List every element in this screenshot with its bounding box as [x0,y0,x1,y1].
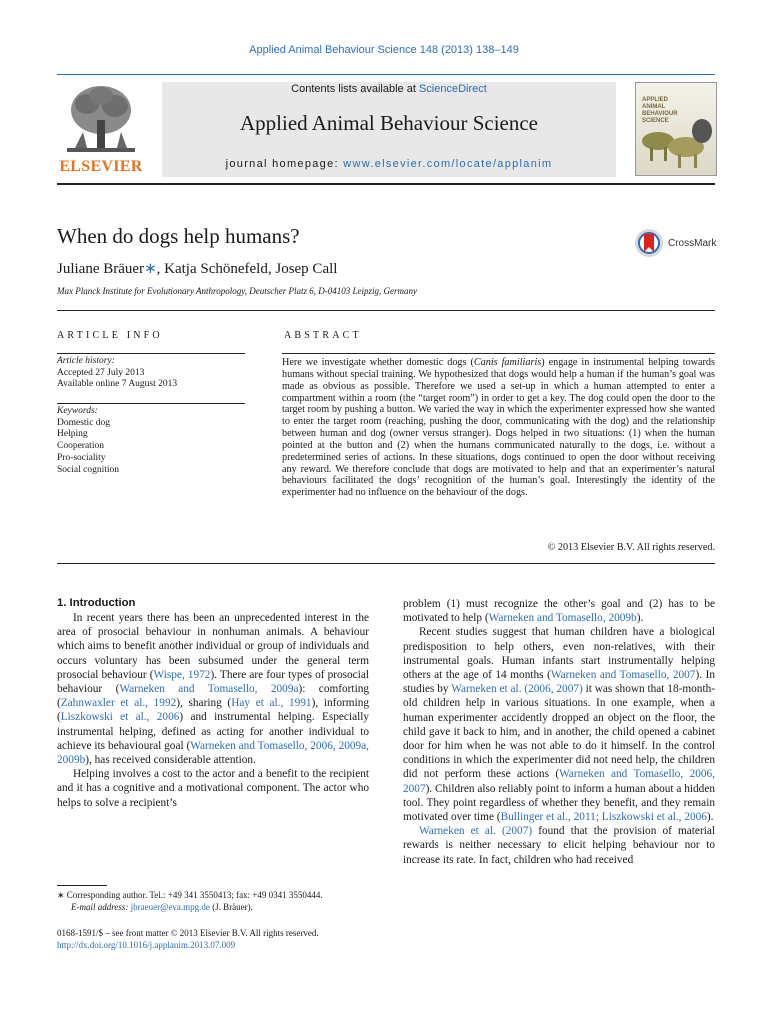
paragraph [403,824,715,867]
species-name: Canis familiaris [473,357,542,368]
left-column [57,611,369,810]
article-info-rule [57,353,245,354]
keywords-label: Keywords: [57,406,98,416]
homepage-prefix: journal homepage: [225,158,344,170]
email-link[interactable]: jbraeuer@eva.mpg.de [130,901,210,912]
issn-line: 0168-1591/$ – see front matter © 2013 Elsevier B.V. All rights reserved. [57,928,319,938]
reference-link[interactable]: Warneken and Tomasello, 2009b [488,612,637,625]
email-suffix: (J. Bräuer). [209,901,253,912]
keywords-rule [57,403,245,404]
reference-link[interactable]: Zahnwaxler et al., 1992 [60,697,177,710]
text: ) and instrumental helping. Especially instrumental helping, defined as acting for another individual to achieve its behavioural goal ( [57,711,370,752]
reference-link[interactable]: Warneken and Tomasello, 2009a [119,683,299,696]
affiliation: Max Planck Institute for Evolutionary Anthropology, Deutscher Platz 6, D-04103 Leipzig, Germany [57,286,417,296]
text: In recent years there has been an unprecedented interest in the area of prosocial behaviour in nonhuman animals. A behaviour which aims to benefit another individual or group of individuals and occurs voluntary has been subsumed under the general term prosocial behaviour ( [57,612,369,681]
paragraph [57,611,369,767]
author-names-rest: , Katja Schönefeld, Josep Call [156,261,338,277]
reference-link[interactable]: Warneken and Tomasello, 2006, 2009a, 2009b [57,739,370,767]
article-title: When do dogs help humans? [57,224,300,248]
journal-citation[interactable]: Applied Animal Behaviour Science 148 (2013) 138–149 [249,44,519,56]
journal-title: Applied Animal Behaviour Science [239,111,538,135]
abstract-text-part: Here we investigate whether domestic dogs ( [282,357,474,368]
reference-link[interactable]: Warneken and Tomasello, 2007 [550,669,696,682]
article-history [57,356,245,391]
keyword: Pro-sociality [57,452,106,463]
doi-link[interactable]: http://dx.doi.org/10.1016/j.applanim.2013.07.009 [57,939,236,950]
text: problem (1) must recognize the other’s goal and (2) has to be motivated to help ( [403,598,715,625]
article-info-heading: ARTICLE INFO [57,330,163,341]
text: it was shown that 18-month-old children help in various situations. In one example, when a human experimenter accidently dropped an object on the floor, the child gave it back to him, and in another, the child opened a cabinet door for him when he was not able to do it himself. In the control conditions in which the experimenter did not need help, the children did not perform these actions ( [403,683,715,781]
keyword: Helping [57,429,88,440]
sciencedirect-link[interactable]: ScienceDirect [418,83,487,95]
paragraph [403,625,715,824]
abstract-body [282,357,715,499]
journal-cover-thumbnail[interactable] [635,82,717,176]
text: ), sharing ( [176,697,232,710]
reference-link[interactable]: Liszkowski et al., 2006 [60,711,180,724]
copyright: © 2013 Elsevier B.V. All rights reserved. [547,542,715,553]
abstract-rule [282,353,715,354]
reference-link[interactable]: Bullinger et al., 2011; Liszkowski et al., 2006 [500,811,707,824]
text: ), has received considerable attention. [85,754,256,767]
text: ). Children also reliably point to inform a human about a hidden tool. They point regardless of whether they benefit, and they remain motivated over time ( [403,782,715,824]
abstract-text-part: ) engage in instrumental helping towards humans without special training. We hypothesized that dogs would help a human if the human’s goal was made as obvious as possible. Therefore we used a set-up in which a human attempted to enter a compartment within a room (the “target room”) in order to get a key. The dog could open the door to the target room by pushing a button. We varied the way in which the experimenter expressed how she wanted to enter the target room (reaching, pushing the door, communicating with the dog) and the relationship between human and dog (owner versus stranger). Dogs helped in two situations: (1) when the human pointed at the button and (2) when the humans communicated naturally to the dogs, i.e. without a predetermined series of actions. In these situations, dogs continued to open the door without receiving any reward. We therefore conclude that dogs are motivated to help and that an experimenter’s natural behaviours facilitated the dogs’ recognition of the human’s goal. Interestingly the identity of the experimenter had no influence on the behaviour of the dogs. [282,357,715,499]
text: found that the provision of material rewards is neither necessary to elicit helping behaviour nor to increase its rate. In fact, children who had received [403,825,715,866]
reference-link[interactable]: Warneken et al. (2007) [419,825,533,838]
corresponding-author-mark[interactable]: ∗ [144,261,157,277]
footnote-text: Corresponding author. Tel.: +49 341 3550413; fax: +49 0341 3550444. [64,890,323,900]
keyword: Domestic dog [57,417,111,428]
history-label: Article history: [57,356,115,366]
text: ). [706,811,714,824]
paragraph: Helping involves a cost to the actor and a benefit to the recipient and it has a cognitive and a motivational component. The actor who helps to solve a recipient’s [57,768,369,809]
keyword: Cooperation [57,441,104,452]
right-column [403,597,715,867]
footnote [57,890,377,913]
available-date: Available online 7 August 2013 [57,379,178,390]
body-rule [57,563,715,564]
cover-title: APPLIED ANIMAL BEHAVIOUR SCIENCE [642,97,678,124]
section-heading: 1. Introduction [57,597,136,609]
reference-link[interactable]: Hay et al., 1991 [231,697,312,710]
keyword: Social cognition [57,464,120,475]
contents-line [162,83,616,95]
author-list [57,259,337,278]
elsevier-wordmark: ELSEVIER [59,158,143,175]
header-rule [57,310,715,311]
reference-link[interactable]: Wispe, 1972 [153,668,211,681]
text: ). In studies by [403,669,716,696]
text: ). [636,612,644,625]
paragraph [403,597,715,625]
crossmark-label[interactable]: CrossMark [668,238,717,249]
reference-link[interactable]: Warneken and Tomasello, 2006, 2007 [403,768,715,795]
cover-animals-image [636,117,716,175]
reference-link[interactable]: Warneken et al. (2006, 2007) [451,683,583,696]
accepted-date: Accepted 27 July 2013 [57,367,145,378]
keywords [57,406,245,476]
text: ), informing ( [57,697,370,724]
contents-prefix: Contents lists available at [291,83,419,95]
front-matter [57,928,387,951]
email-label: E-mail address: [71,901,131,912]
footnote-rule [57,885,107,886]
crossmark-icon[interactable] [634,228,666,258]
homepage-line [162,158,616,170]
text: ): comforting ( [57,683,369,710]
homepage-link[interactable]: www.elsevier.com/locate/applanim [343,158,553,170]
masthead-rule [57,183,715,185]
abstract-heading: ABSTRACT [284,330,362,341]
top-rule [57,74,715,75]
text: Recent studies suggest that human children have a biological predisposition to help others, even non-relatives, with their instrumental goals. Human infants start instrumentally helping others at the age of 14 months ( [403,626,715,682]
author-name: Juliane Bräuer [57,261,145,277]
footnote-mark: ∗ [57,890,65,900]
text: ). There are four types of prosocial behaviour ( [57,668,369,696]
